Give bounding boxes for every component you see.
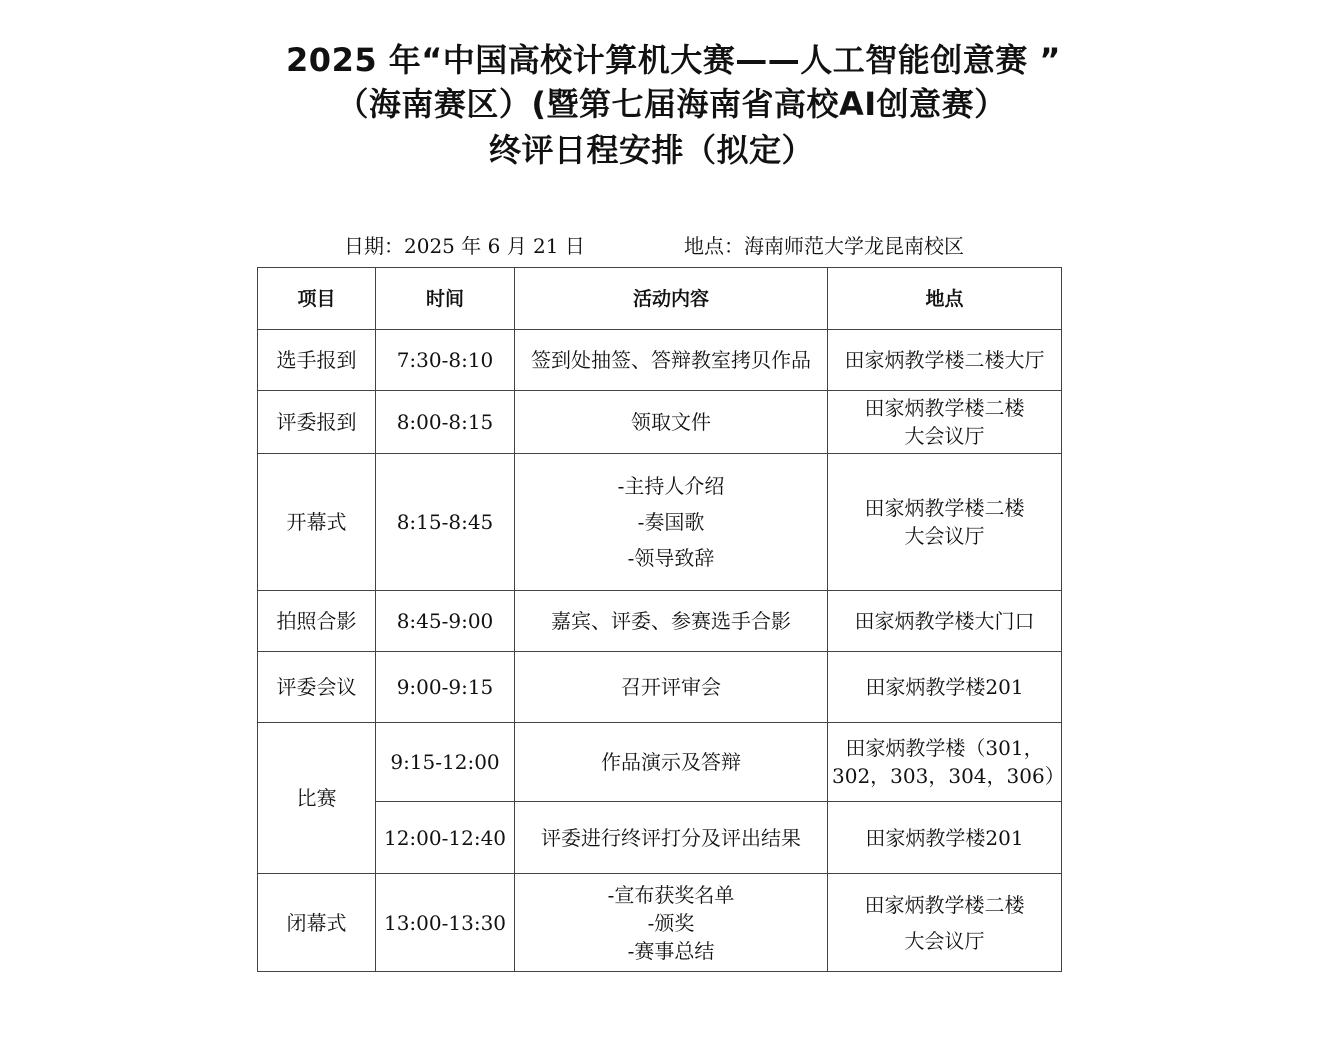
content-cell [515, 391, 828, 454]
header-time: 时间 [376, 268, 515, 330]
content-cell [515, 454, 828, 591]
table-row [258, 802, 1062, 874]
content-line: 评委进行终评打分及评出结果 [541, 825, 801, 850]
title-line-1: 2025 年“中国高校计算机大赛——人工智能创意赛 ” [286, 41, 1061, 79]
event-place: 地点：海南师范大学龙昆南校区 [684, 234, 964, 258]
location-line: 田家炳教学楼201 [865, 675, 1024, 699]
table-header-row [258, 268, 1062, 330]
location-line: 田家炳教学楼201 [865, 825, 1024, 850]
header-location: 地点 [828, 268, 1062, 330]
content-line: 领取文件 [631, 410, 711, 434]
content-line: 签到处抽签、答辩教室拷贝作品 [531, 348, 811, 372]
content-line: -领导致辞 [627, 546, 715, 570]
content-line: 作品演示及答辩 [601, 750, 741, 774]
content-cell [515, 591, 828, 652]
time-cell: 8:15-8:45 [376, 454, 515, 591]
item-cell: 选手报到 [258, 330, 376, 391]
content-line: -颁奖 [647, 910, 695, 935]
location-line: 田家炳教学楼（301， [845, 736, 1044, 760]
location-line: 大会议厅 [904, 524, 985, 548]
time-cell: 8:00-8:15 [376, 391, 515, 454]
location-cell [828, 591, 1062, 652]
item-cell: 闭幕式 [258, 874, 376, 972]
location-line: 田家炳教学楼二楼 [864, 496, 1025, 520]
time-cell: 8:45-9:00 [376, 591, 515, 652]
schedule-table [257, 267, 1065, 972]
location-line: 田家炳教学楼二楼 [864, 396, 1025, 420]
header-content: 活动内容 [515, 268, 828, 330]
content-line: -宣布获奖名单 [607, 882, 735, 907]
table-row [258, 454, 1062, 591]
table-row [258, 330, 1062, 391]
location-cell [828, 330, 1062, 391]
content-line: 嘉宾、评委、参赛选手合影 [551, 609, 791, 633]
item-cell: 评委报到 [258, 391, 376, 454]
content-line: -赛事总结 [627, 938, 715, 963]
location-cell [828, 874, 1062, 972]
time-cell: 12:00-12:40 [376, 802, 515, 874]
table-row [258, 591, 1062, 652]
event-date: 日期：2025 年 6 月 21 日 [344, 234, 585, 258]
location-cell [828, 802, 1062, 874]
time-cell: 9:15-12:00 [376, 723, 515, 802]
location-cell [828, 723, 1065, 802]
location-line: 田家炳教学楼二楼大厅 [844, 348, 1045, 372]
location-line: 田家炳教学楼二楼 [864, 892, 1025, 917]
location-line: 大会议厅 [904, 928, 985, 953]
content-line: -主持人介绍 [617, 474, 725, 498]
header-item: 项目 [258, 268, 376, 330]
content-cell [515, 652, 828, 723]
time-cell: 13:00-13:30 [376, 874, 515, 972]
title-line-2: （海南赛区）(暨第七届海南省高校AI创意赛） [336, 85, 1007, 123]
time-cell: 9:00-9:15 [376, 652, 515, 723]
content-line: 召开评审会 [621, 675, 721, 699]
title-line-3: 终评日程安排（拟定） [488, 131, 814, 169]
table-row [258, 391, 1062, 454]
time-cell: 7:30-8:10 [376, 330, 515, 391]
item-cell: 比赛 [258, 723, 376, 874]
content-line: -奏国歌 [637, 510, 705, 534]
content-cell [515, 874, 828, 972]
location-cell [828, 652, 1062, 723]
table-row [258, 723, 1062, 802]
item-cell: 拍照合影 [258, 591, 376, 652]
item-cell: 开幕式 [258, 454, 376, 591]
location-line: 田家炳教学楼大门口 [854, 609, 1035, 633]
location-line: 大会议厅 [904, 424, 985, 448]
location-line: 302，303，304，306） [832, 764, 1065, 788]
content-cell [515, 330, 828, 391]
item-cell: 评委会议 [258, 652, 376, 723]
content-cell [515, 723, 828, 802]
location-cell [828, 391, 1062, 454]
table-row [258, 874, 1062, 972]
content-cell [515, 802, 828, 874]
table-row [258, 652, 1062, 723]
location-cell [828, 454, 1062, 591]
